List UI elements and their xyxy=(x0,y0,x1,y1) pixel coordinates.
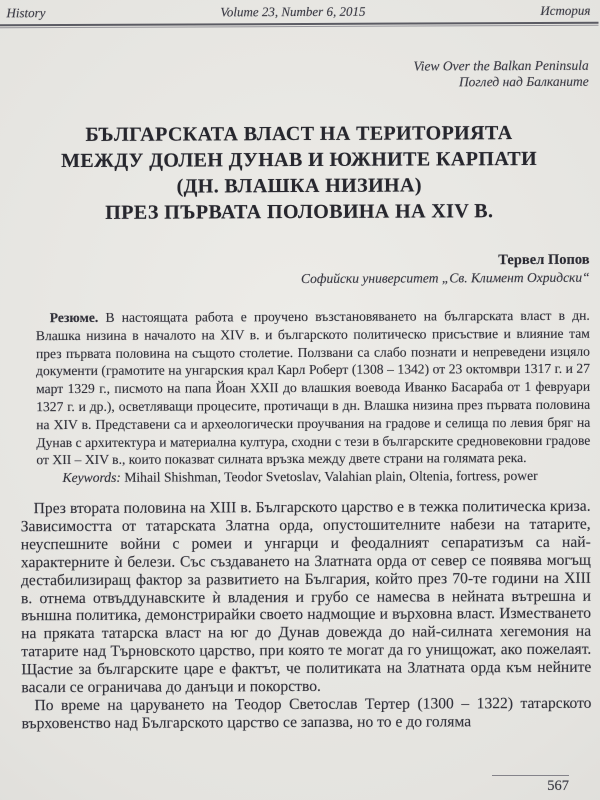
running-head-journal-en: History xyxy=(6,5,46,21)
section-note-en: View Over the Balkan Peninsula xyxy=(413,57,589,74)
folio-rule xyxy=(492,775,569,776)
keywords-paragraph xyxy=(36,467,590,487)
abstract-section xyxy=(36,307,591,487)
keywords-text: Mihail Shishman, Teodor Svetoslav, Valahian plain, Oltenia, fortress, power xyxy=(124,468,538,485)
author-block xyxy=(0,252,590,289)
abstract-paragraph xyxy=(36,307,591,470)
abstract-text: В настоящата работа е проучено възстановяването на българската власт в дн. Влашка низина в началото на XIV в. и българското политическо присъствие и влияние там през първата половина на същото столетие. Ползвани са слабо познати и непреведени изцяло документи (грамотите на унгарския крал Карл Роберт (1308 – 1342) от 23 октомври 1317 г. и 27 март 1329 г., писмото на папа Йоан XXII до влашкия воевода Иванко Басараба от 1 февруари 1327 г. и др.), осветляващи процесите, протичащи в дн. Влашка низина през първата половина на XIV в. Представени са и археологически проучвания на градове и селища по левия бряг на Дунав с архитектура и материална култура, сходни с тези в българските средновековни градове от XII – XIV в., които показват силната връзка между двете страни на голямата река. xyxy=(35,307,591,468)
running-head xyxy=(0,0,598,23)
section-note-bg: Поглед над Балканите xyxy=(458,73,589,90)
article-title-line-2: МЕЖДУ ДОЛЕН ДУНАВ И ЮЖНИТЕ КАРПАТИ xyxy=(61,147,538,173)
article-title-line-1: БЪЛГАРСКАТА ВЛАСТ НА ТЕРИТОРИЯТА xyxy=(85,122,513,146)
abstract-label: Резюме. xyxy=(49,309,99,326)
keywords-label: Keywords: xyxy=(62,469,121,486)
author-affiliation: Софийски университет „Св. Климент Охридски“ xyxy=(300,269,590,286)
body-paragraph-1: През втората половина на XIII в. Българското царство е в тежка политическа криза. Зависимостта от татарската Златна орда, опустошителните набези на татарите, неуспешните войни с ромеи и унгарци и феодалният сепаратизъм са най-характерните ѝ белези. Със създаването на Златната орда от север се появява могъщ дестабилизиращ фактор за развитието на България, който през 70-те години на XIII в. отнема отвъддунавските ѝ владения и грубо се намесва в нейната вътрешна и външна политика, демонстрирайки своето надмощие и върховна власт. Изместването на пряката татарска власт на юг до Дунав довежда до най-силната хегемония на татарите над Търновското царство, при която те могат да го унищожат, ако пожелаят. Щастие за българските царе е фактът, че политиката на Златната орда към нейните васали се ограничава до данъци и покорство. xyxy=(20,497,592,697)
author-name: Тервел Попов xyxy=(498,251,590,269)
page-number: 567 xyxy=(547,778,569,794)
section-note xyxy=(0,58,589,93)
article-title-line-4: ПРЕЗ ПЪРВАТА ПОЛОВИНА НА XIV В. xyxy=(105,200,494,224)
article-body xyxy=(21,498,592,733)
running-head-journal-bg: История xyxy=(540,2,591,18)
article-title-line-3: (ДН. ВЛАШКА НИЗИНА) xyxy=(176,174,422,198)
body-paragraph-2: По време на царуването на Теодор Светослав Тертер (1300 – 1322) татарското върховенство над Българското царство се запазва, но то е до голяма xyxy=(21,694,592,733)
running-head-volume-issue: Volume 23, Number 6, 2015 xyxy=(220,3,366,20)
article-title xyxy=(11,120,587,227)
